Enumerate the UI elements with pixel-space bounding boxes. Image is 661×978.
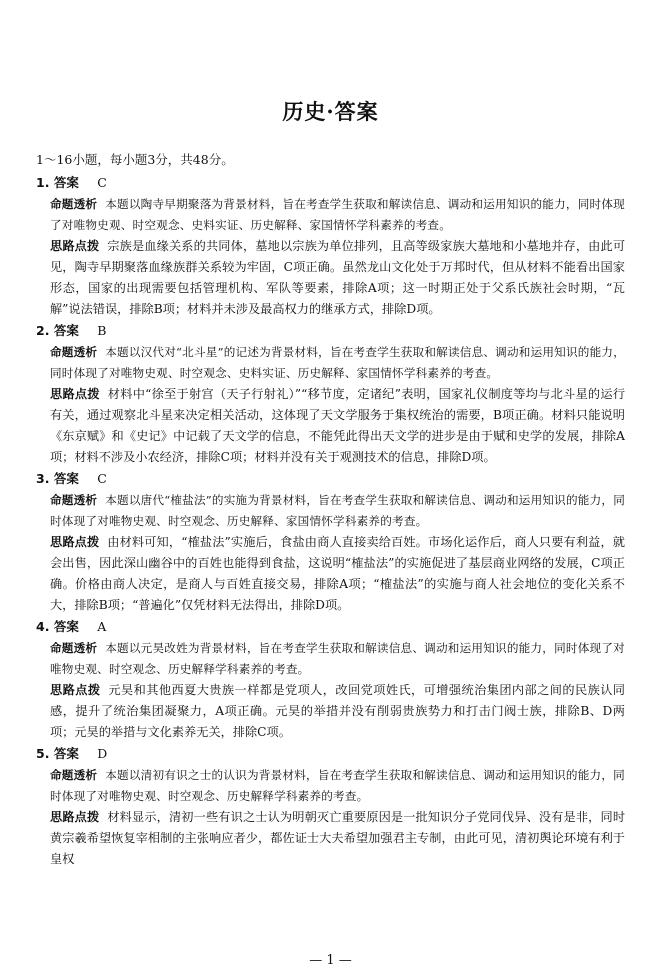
insight-label: 命题透析	[50, 641, 98, 655]
insight-label: 命题透析	[50, 493, 98, 507]
question-1-answer-line	[36, 172, 625, 194]
hint-text: 元昊和其他西夏大贵族一样都是党项人，改回党项姓氏，可增强统治集团内部之间的民族认同感，提升了统治集团凝聚力，A项正确。元昊的举措并没有削弱贵族势力和打击门阀士族，排除B、D两项；元昊的举措与文化素养无关，排除C项。	[50, 683, 625, 739]
question-number: 4.	[36, 619, 50, 634]
question-2-hint	[36, 384, 625, 468]
hint-text: 材料显示，清初一些有识之士认为明朝灭亡重要原因是一批知识分子党同伐异、没有是非，同时黄宗羲希望恢复宰相制的主张响应者少，都佐证士大夫希望加强君主专制，由此可见，清初舆论环境有利于皇权	[50, 810, 626, 866]
page-title: 历史·答案	[282, 99, 379, 124]
question-1-hint	[36, 236, 625, 320]
answer-letter: C	[97, 471, 107, 486]
question-3-insight	[36, 490, 625, 532]
hint-label: 思路点拨	[50, 683, 101, 697]
hint-text: 材料中“徐至于射宫（天子行射礼）”“移节度，定诸纪”表明，国家礼仪制度等均与北斗星的运行有关，通过观察北斗星来决定相关活动，这体现了天文学服务于集权统治的需要，B项正确。材料只能说明《东京赋》和《史记》中记载了天文学的信息，不能凭此得出天文学的进步是由于赋和史学的发展，排除A项；材料不涉及小农经济，排除C项；材料并没有关于观测技术的信息，排除D项。	[50, 387, 626, 464]
question-5-answer-line	[36, 743, 625, 765]
hint-label: 思路点拨	[50, 387, 100, 401]
question-4-insight	[36, 638, 625, 680]
question-5-insight	[36, 765, 625, 807]
question-2-insight	[36, 342, 625, 384]
answer-letter: C	[97, 175, 107, 190]
question-number: 1.	[36, 175, 50, 190]
question-3-answer-line	[36, 468, 625, 490]
insight-text: 本题以清初有识之士的认识为背景材料，旨在考查学生获取和解读信息、调动和运用知识的能力，同时体现了对唯物史观、时空观念、历史解释学科素养的考查。	[50, 768, 625, 803]
question-3-hint	[36, 532, 625, 616]
section-intro: 1～16小题，每小题3分，共48分。	[36, 152, 234, 167]
insight-text: 本题以陶寺早期聚落为背景材料，旨在考查学生获取和解读信息、调动和运用知识的能力，同时体现了对唯物史观、时空观念、史料实证、历史解释、家国情怀学科素养的考查。	[50, 197, 625, 232]
question-4-hint	[36, 680, 625, 743]
question-2-answer-line	[36, 320, 625, 342]
insight-text: 本题以唐代“榷盐法”的实施为背景材料，旨在考查学生获取和解读信息、调动和运用知识的能力，同时体现了对唯物史观、时空观念、历史解释、家国情怀学科素养的考查。	[50, 493, 625, 528]
question-2	[36, 320, 625, 468]
question-3	[36, 468, 625, 616]
answer-label: 答案	[53, 746, 79, 761]
insight-text: 本题以汉代对“北斗星”的记述为背景材料，旨在考查学生获取和解读信息、调动和运用知识的能力，同时体现了对唯物史观、时空观念、史料实证、历史解释、家国情怀学科素养的考查。	[50, 345, 625, 380]
answer-label: 答案	[53, 471, 79, 486]
answer-letter: D	[97, 746, 108, 761]
question-1-insight	[36, 194, 625, 236]
insight-label: 命题透析	[50, 197, 98, 211]
hint-text: 由材料可知，“榷盐法”实施后，食盐由商人直接卖给百姓。市场化运作后，商人只要有利益，就会出售，因此深山幽谷中的百姓也能得到食盐，这说明“榷盐法”的实施促进了基层商业网络的发展，C项正确。价格由商人决定，是商人与百姓直接交易，排除A项；“榷盐法”的实施与商人社会地位的变化关系不大，排除B项；“普遍化”仅凭材料无法得出，排除D项。	[50, 535, 625, 612]
hint-label: 思路点拨	[50, 535, 100, 549]
question-5-hint	[36, 807, 625, 870]
answer-label: 答案	[53, 175, 79, 190]
question-4	[36, 616, 625, 743]
answer-label: 答案	[53, 619, 79, 634]
page-number: — 1 —	[309, 953, 352, 968]
question-4-answer-line	[36, 616, 625, 638]
insight-label: 命题透析	[50, 768, 98, 782]
question-number: 5.	[36, 746, 50, 761]
question-5	[36, 743, 625, 870]
insight-label: 命题透析	[50, 345, 98, 359]
hint-label: 思路点拨	[50, 810, 100, 824]
hint-label: 思路点拨	[50, 239, 100, 253]
question-number: 3.	[36, 471, 50, 486]
answer-letter: A	[97, 619, 107, 634]
insight-text: 本题以元昊改姓为背景材料，旨在考查学生获取和解读信息、调动和运用知识的能力，同时体现了对唯物史观、时空观念、历史解释学科素养的考查。	[50, 641, 625, 676]
answer-label: 答案	[53, 323, 79, 338]
hint-text: 宗族是血缘关系的共同体，墓地以宗族为单位排列，且高等级家族大墓地和小墓地并存，由此可见，陶寺早期聚落血缘族群关系较为牢固，C项正确。虽然龙山文化处于万邦时代，但从材料不能看出国家形态，国家的出现需要包括管理机构、军队等要素，排除A项；这一时期正处于父系氏族社会时期，“瓦解”说法错误，排除B项；材料并未涉及最高权力的继承方式，排除D项。	[50, 239, 626, 316]
question-1	[36, 172, 625, 320]
answer-letter: B	[97, 323, 107, 338]
question-number: 2.	[36, 323, 50, 338]
